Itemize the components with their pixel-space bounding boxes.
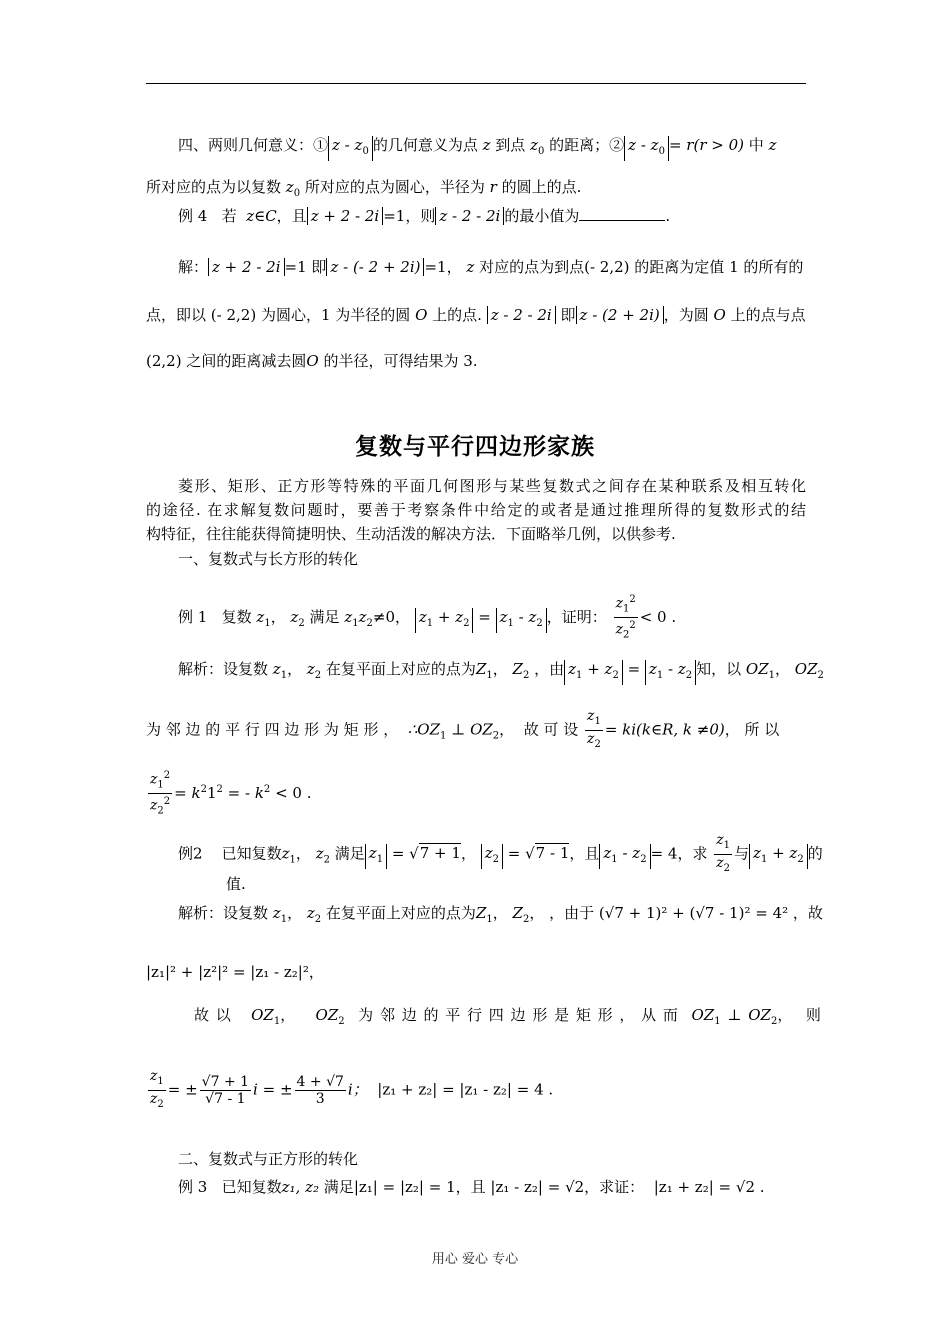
solution-4-line-2: 点，即以 (- 2,2) 为圆心，1 为半径的圆 O 上的点. z - 2 - 2i 即 z - (2 + 2i) ，为圆 O 上的点与点 xyxy=(146,306,806,324)
part-2-heading: 二、复数式与正方形的转化 xyxy=(178,1150,359,1168)
solution-1-line-3: $\frac{z_1^2}{z_2^2}$ = $k^21^2$ = - $k^2 < 0$ . xyxy=(150,770,312,817)
solution-2-line-4: $\frac{z_1}{z_2}$ = ± $\frac{√7 + 1}{√7 - 1}$ i = ± $\frac{4 + √7}{3}$ i； |z₁ + z₂| = |z₁ - z₂| = 4 . xyxy=(150,1068,554,1110)
answer-blank xyxy=(579,206,665,221)
solution-1-line-2: 为 邻 边 的 平 行 四 边 形 为 矩 形 ， $\therefore OZ_1$ ⊥ $OZ_2$， 故 可 设 $\frac{z_1}{z_2}$ = ki(k∈R, k ≠0)， 所 以 xyxy=(146,708,780,750)
section-title: 复数与平行四边形家族 xyxy=(355,434,595,460)
solution-4-line-3: (2,2) 之间的距离减去圆O 的半径，可得结果为 3. xyxy=(146,352,478,370)
intro-line-1: 菱形、矩形、正方形等特殊的平面几何图形与某些复数式之间存在某种联系及相互转化 xyxy=(178,477,806,495)
example-3: 例 3 已知复数z₁, z₂ 满足|z₁| = |z₂| = 1，且 |z₁ - z₂| = √2，求证： |z₁ + z₂| = √2 . xyxy=(178,1178,765,1196)
solution-4-line-1: 解： z + 2 - 2i =1 即 z - (- 2 + 2i) =1， z 对应的点为到点(- 2,2) 的距离为定值 1 的所有的 xyxy=(178,258,804,276)
solution-2-line-2: |z₁|² + |z²|² = |z₁ - z₂|²， xyxy=(146,963,324,981)
solution-1-line-1: 解析：设复数 $z_1$， $z_2$ 在复平面上对应的点为$Z_1$， $Z_2$ ，由 $z_1 + z_2 = z_1 - z_2$ 知，以 $OZ_1$， $OZ_2$ xyxy=(178,658,824,687)
example-1: 例 1 复数 $z_1$， $z_2$ 满足 $z_1z_2\ne 0$， $z_1 + z_2 = z_1 - z_2$ ，证明： $\frac{z_1^2}{z_2^2}$ < 0 . xyxy=(178,594,677,641)
solution-2-line-1: 解析：设复数 $z_1$， $z_2$ 在复平面上对应的点为$Z_1$， $Z_2$， ，由于 (√7 + 1)² + (√7 - 1)² = 4² ，故 xyxy=(178,904,823,925)
example-4: 例 4 若 z∈C，且 z + 2 - 2i =1，则 z - 2 - 2i 的最小值为 . xyxy=(178,207,671,225)
example-2-line-1: 例2 已知复数$z_1$， $z_2$ 满足 $z_1 = √7 + 1$， $z_2 = √7 - 1$，且 $z_1 - z_2 = 4$，求 $\frac{z_1}{z_2}$ 与 $z_1 + z_2$ 的 xyxy=(178,832,823,874)
header-rule xyxy=(146,83,806,84)
page-footer: 用心 爱心 专心 xyxy=(431,1252,519,1267)
geometric-meaning-line-1: 四、两则几何意义：① z - $z_0$ 的几何意义为点 z 到点 $z_0$ 的距离；② $z - z_0 = r(r > 0)$ 中 z xyxy=(178,134,776,163)
solution-2-line-3: 故 以 $OZ_1$， $OZ_2$ 为 邻 边 的 平 行 四 边 形 是 矩 形 ， 从 而 $OZ_1$ ⊥ $OZ_2$， 则 xyxy=(194,1006,821,1027)
intro-line-2: 的途径. 在求解复数问题时，要善于考察条件中给定的或者是通过推理所得的复数形式的结 xyxy=(146,501,806,519)
part-1-heading: 一、复数式与长方形的转化 xyxy=(178,550,359,568)
geometric-meaning-line-2: 所对应的点为以复数 $z_0$ 所对应的点为圆心，半径为 r 的圆上的点. xyxy=(146,178,582,199)
example-2-line-2: 值. xyxy=(226,875,246,893)
intro-line-3: 构特征，往往能获得简捷明快、生动活泼的解决方法．下面略举几例，以供参考. xyxy=(146,525,676,543)
